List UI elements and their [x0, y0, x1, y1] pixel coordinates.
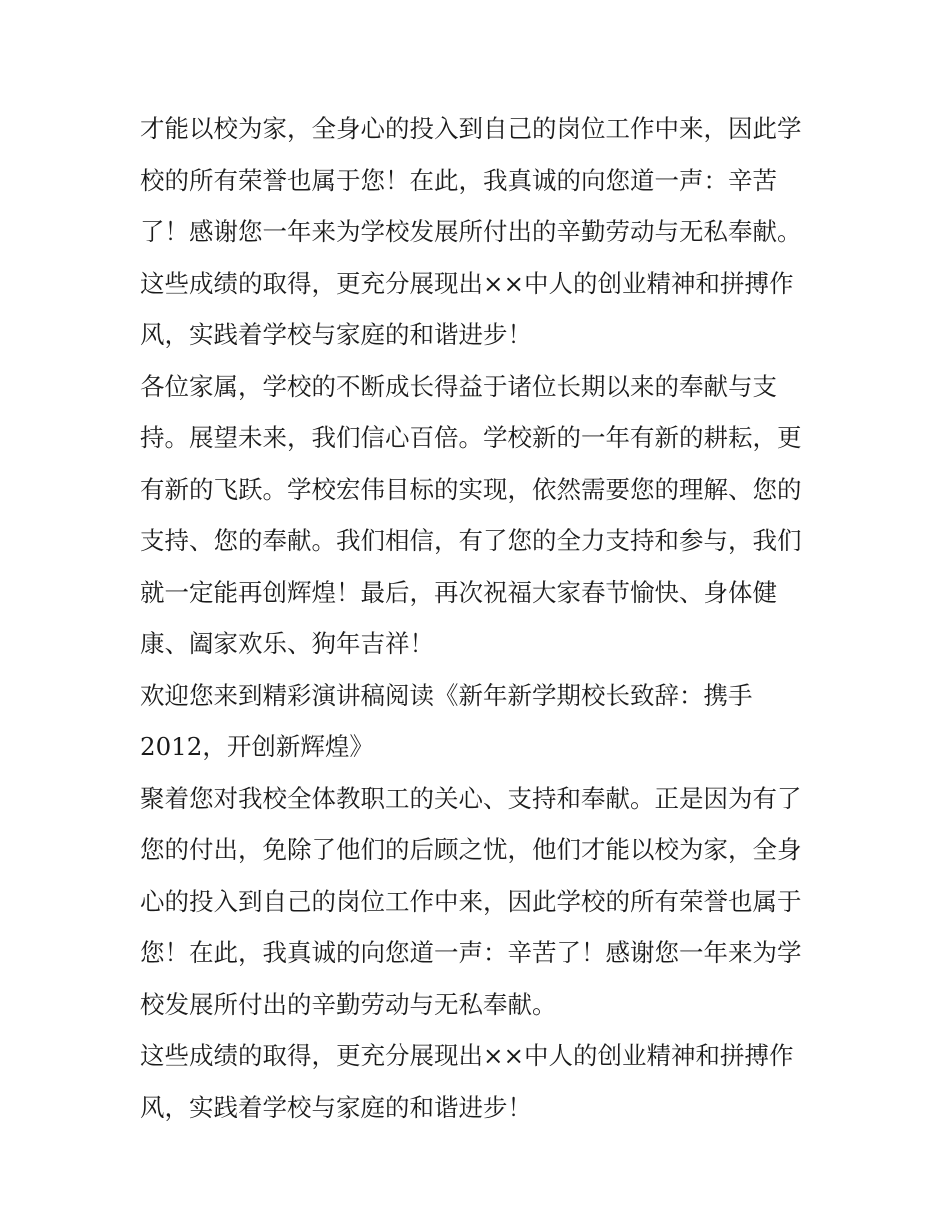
text-line: 支持、您的奉献。我们相信，有了您的全力支持和参与，我们: [140, 526, 802, 555]
paragraph-3: [140, 670, 820, 773]
text-line: 才能以校为家，全身心的投入到自己的岗位工作中来，因此学: [140, 114, 802, 143]
paragraph-1: [140, 103, 820, 361]
text-line: 这些成绩的取得，更充分展现出××中人的创业精神和拼搏作: [140, 1041, 794, 1070]
text-line: 了！感谢您一年来为学校发展所付出的辛勤劳动与无私奉献。: [140, 217, 802, 246]
text-line: 欢迎您来到精彩演讲稿阅读《新年新学期校长致辞：携手: [140, 680, 753, 710]
document-body: [140, 103, 820, 1133]
text-line: 聚着您对我校全体教职工的关心、支持和奉献。正是因为有了: [140, 783, 802, 813]
text-line: 校发展所付出的辛勤劳动与无私奉献。: [140, 989, 557, 1019]
text-line: 您的付出，免除了他们的后顾之忧，他们才能以校为家，全身: [140, 835, 802, 864]
text-line: 2012，开创新辉煌》: [140, 732, 374, 761]
text-line: 这些成绩的取得，更充分展现出××中人的创业精神和拼搏作: [140, 268, 794, 298]
paragraph-5: [140, 1030, 820, 1133]
text-line: 各位家属，学校的不断成长得益于诸位长期以来的奉献与支: [140, 371, 777, 401]
paragraph-4: [140, 773, 820, 1031]
text-line: 持。展望未来，我们信心百倍。学校新的一年有新的耕耘，更: [140, 423, 802, 452]
text-line: 您！在此，我真诚的向您道一声：辛苦了！感谢您一年来为学: [140, 938, 802, 967]
text-line: 校的所有荣誉也属于您！在此，我真诚的向您道一声：辛苦: [140, 165, 777, 195]
text-line: 风，实践着学校与家庭的和谐进步！: [140, 320, 532, 349]
paragraph-2: [140, 361, 820, 670]
text-line: 风，实践着学校与家庭的和谐进步！: [140, 1092, 532, 1122]
text-line: 康、阖家欢乐、狗年吉祥！: [140, 629, 434, 658]
text-line: 心的投入到自己的岗位工作中来，因此学校的所有荣誉也属于: [140, 886, 802, 916]
text-line: 有新的飞跃。学校宏伟目标的实现，依然需要您的理解、您的: [140, 474, 802, 504]
text-line: 就一定能再创辉煌！最后，再次祝福大家春节愉快、身体健: [140, 577, 777, 607]
